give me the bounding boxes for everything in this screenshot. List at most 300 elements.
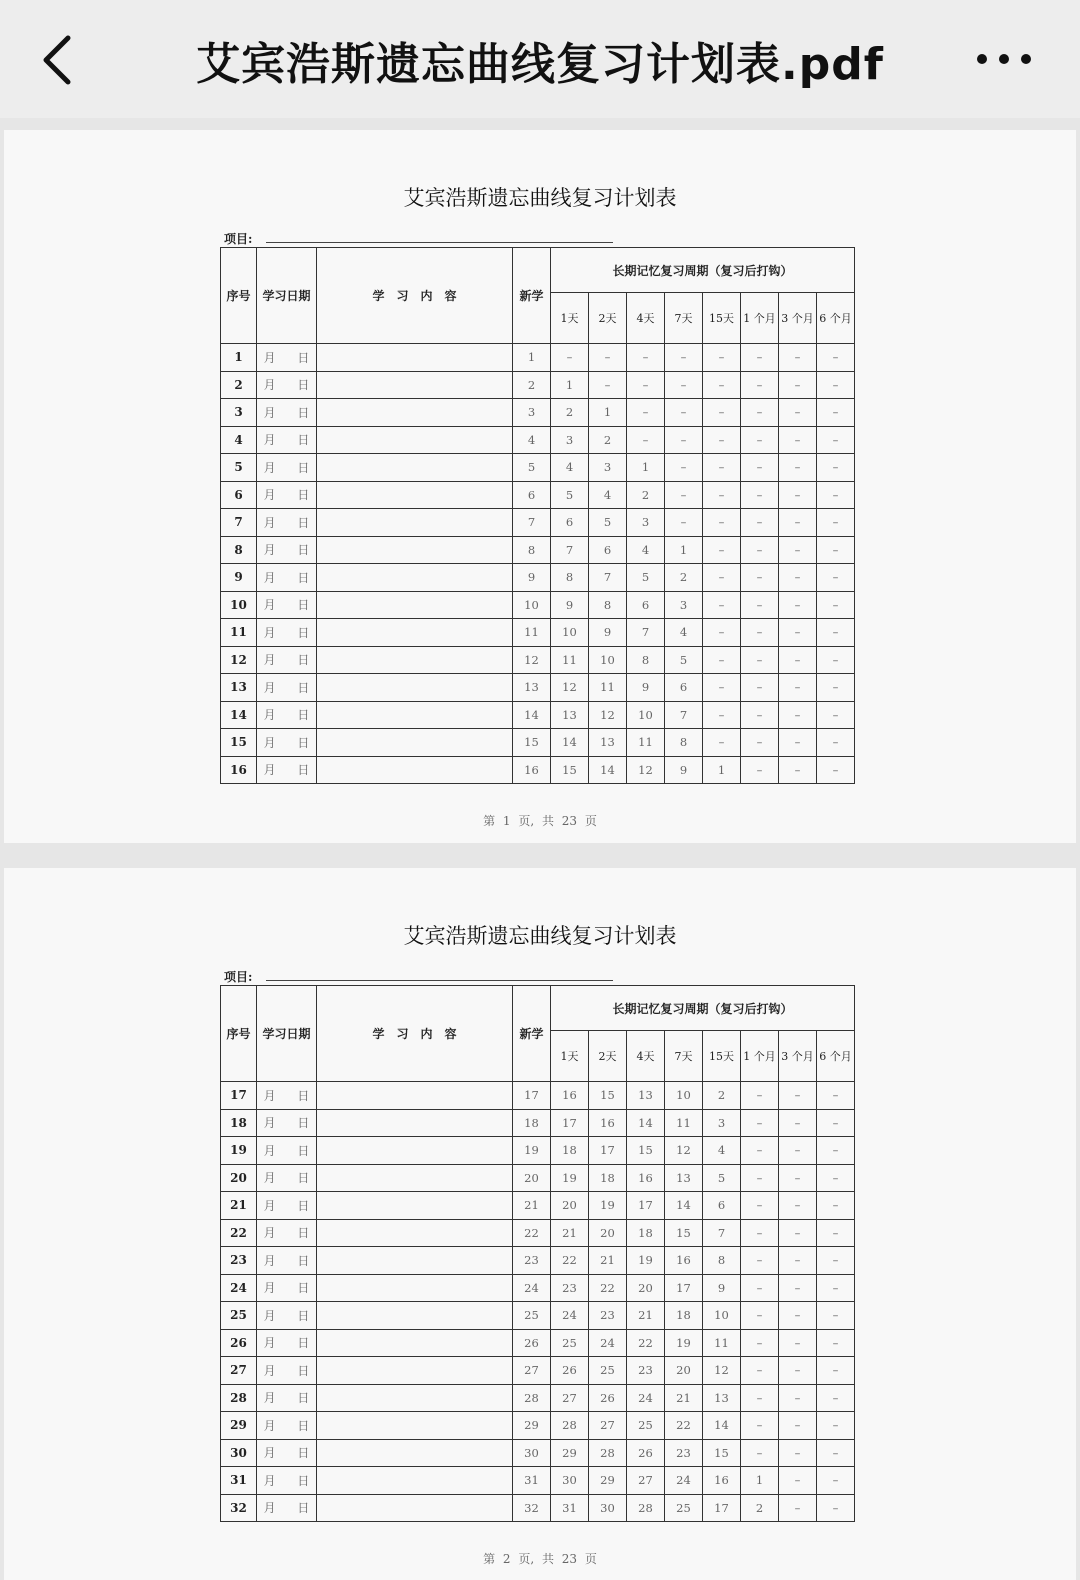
row-seq: 20 bbox=[221, 1164, 257, 1192]
table-row bbox=[221, 481, 855, 509]
row-date: 月 日 bbox=[257, 564, 317, 592]
row-review-cell: 29 bbox=[551, 1439, 589, 1467]
row-content[interactable] bbox=[317, 1192, 513, 1220]
row-new: 18 bbox=[513, 1109, 551, 1137]
row-content[interactable] bbox=[317, 1412, 513, 1440]
row-review-cell: – bbox=[779, 701, 817, 729]
row-review-cell: – bbox=[779, 1164, 817, 1192]
header-date: 学习日期 bbox=[257, 248, 317, 344]
row-date: 月 日 bbox=[257, 1274, 317, 1302]
row-new: 22 bbox=[513, 1219, 551, 1247]
row-review-cell: 11 bbox=[627, 729, 665, 757]
table-row bbox=[221, 729, 855, 757]
row-review-cell: – bbox=[741, 619, 779, 647]
table-row bbox=[221, 1329, 855, 1357]
row-review-cell: – bbox=[741, 454, 779, 482]
table-row bbox=[221, 591, 855, 619]
row-review-cell: 1 bbox=[627, 454, 665, 482]
row-new: 7 bbox=[513, 509, 551, 537]
row-date: 月 日 bbox=[257, 1082, 317, 1110]
row-review-cell: – bbox=[665, 344, 703, 372]
row-review-cell: 27 bbox=[627, 1467, 665, 1495]
row-review-cell: – bbox=[665, 509, 703, 537]
row-review-cell: 14 bbox=[551, 729, 589, 757]
row-content[interactable] bbox=[317, 1357, 513, 1385]
row-review-cell: – bbox=[817, 1109, 855, 1137]
row-new: 26 bbox=[513, 1329, 551, 1357]
row-new: 2 bbox=[513, 371, 551, 399]
row-review-cell: 18 bbox=[665, 1302, 703, 1330]
row-seq: 15 bbox=[221, 729, 257, 757]
header-period: 15天 bbox=[703, 293, 741, 344]
row-new: 6 bbox=[513, 481, 551, 509]
row-review-cell: – bbox=[817, 1329, 855, 1357]
header-period: 7天 bbox=[665, 293, 703, 344]
row-new: 11 bbox=[513, 619, 551, 647]
row-review-cell: 19 bbox=[627, 1247, 665, 1275]
table-row bbox=[221, 1192, 855, 1220]
row-review-cell: – bbox=[741, 1302, 779, 1330]
row-new: 12 bbox=[513, 646, 551, 674]
row-content[interactable] bbox=[317, 1302, 513, 1330]
project-label: 项目: bbox=[224, 232, 253, 246]
row-content[interactable] bbox=[317, 426, 513, 454]
row-review-cell: 15 bbox=[703, 1439, 741, 1467]
row-review-cell: – bbox=[817, 1192, 855, 1220]
row-review-cell: 14 bbox=[589, 756, 627, 784]
row-review-cell: 8 bbox=[665, 729, 703, 757]
row-review-cell: 25 bbox=[627, 1412, 665, 1440]
row-review-cell: – bbox=[741, 1192, 779, 1220]
row-date: 月 日 bbox=[257, 646, 317, 674]
row-review-cell: – bbox=[741, 1082, 779, 1110]
more-options-icon[interactable] bbox=[972, 44, 1042, 74]
row-review-cell: – bbox=[817, 729, 855, 757]
row-content[interactable] bbox=[317, 1329, 513, 1357]
row-review-cell: – bbox=[703, 729, 741, 757]
row-review-cell: – bbox=[741, 1412, 779, 1440]
row-review-cell: 13 bbox=[703, 1384, 741, 1412]
row-review-cell: – bbox=[817, 1412, 855, 1440]
row-review-cell: – bbox=[817, 454, 855, 482]
row-content[interactable] bbox=[317, 1137, 513, 1165]
row-new: 27 bbox=[513, 1357, 551, 1385]
row-seq: 1 bbox=[221, 344, 257, 372]
row-review-cell: 21 bbox=[627, 1302, 665, 1330]
row-review-cell: 1 bbox=[665, 536, 703, 564]
row-review-cell: – bbox=[817, 1082, 855, 1110]
row-review-cell: 9 bbox=[589, 619, 627, 647]
row-review-cell: 10 bbox=[589, 646, 627, 674]
row-review-cell: – bbox=[665, 399, 703, 427]
row-review-cell: – bbox=[703, 481, 741, 509]
table-row bbox=[221, 1219, 855, 1247]
row-date: 月 日 bbox=[257, 399, 317, 427]
row-review-cell: – bbox=[741, 591, 779, 619]
row-review-cell: 6 bbox=[589, 536, 627, 564]
review-plan-table bbox=[220, 247, 855, 784]
row-seq: 14 bbox=[221, 701, 257, 729]
header-period: 15天 bbox=[703, 1031, 741, 1082]
row-review-cell: – bbox=[703, 701, 741, 729]
row-review-cell: – bbox=[779, 1329, 817, 1357]
row-date: 月 日 bbox=[257, 1219, 317, 1247]
row-review-cell: – bbox=[817, 701, 855, 729]
row-review-cell: – bbox=[817, 1137, 855, 1165]
row-review-cell: 6 bbox=[551, 509, 589, 537]
row-content[interactable] bbox=[317, 1384, 513, 1412]
row-seq: 5 bbox=[221, 454, 257, 482]
table-row bbox=[221, 371, 855, 399]
row-new: 24 bbox=[513, 1274, 551, 1302]
row-review-cell: 20 bbox=[551, 1192, 589, 1220]
row-review-cell: – bbox=[703, 564, 741, 592]
row-review-cell: 6 bbox=[627, 591, 665, 619]
row-review-cell: – bbox=[779, 1274, 817, 1302]
row-content[interactable] bbox=[317, 399, 513, 427]
header-period: 3 个月 bbox=[779, 293, 817, 344]
row-new: 10 bbox=[513, 591, 551, 619]
row-review-cell: 3 bbox=[627, 509, 665, 537]
row-seq: 12 bbox=[221, 646, 257, 674]
row-review-cell: – bbox=[779, 646, 817, 674]
row-content[interactable] bbox=[317, 1247, 513, 1275]
row-seq: 17 bbox=[221, 1082, 257, 1110]
row-review-cell: – bbox=[817, 564, 855, 592]
row-content[interactable] bbox=[317, 1439, 513, 1467]
table-row bbox=[221, 619, 855, 647]
row-review-cell: 27 bbox=[551, 1384, 589, 1412]
row-new: 13 bbox=[513, 674, 551, 702]
row-review-cell: 17 bbox=[665, 1274, 703, 1302]
row-review-cell: 14 bbox=[665, 1192, 703, 1220]
row-review-cell: 2 bbox=[627, 481, 665, 509]
row-review-cell: – bbox=[551, 344, 589, 372]
row-review-cell: 28 bbox=[551, 1412, 589, 1440]
row-review-cell: – bbox=[779, 729, 817, 757]
row-review-cell: – bbox=[703, 344, 741, 372]
row-review-cell: – bbox=[779, 1192, 817, 1220]
row-review-cell: 14 bbox=[627, 1109, 665, 1137]
row-review-cell: – bbox=[741, 399, 779, 427]
row-review-cell: 21 bbox=[589, 1247, 627, 1275]
row-review-cell: 20 bbox=[665, 1357, 703, 1385]
row-review-cell: 22 bbox=[665, 1412, 703, 1440]
row-review-cell: 19 bbox=[589, 1192, 627, 1220]
row-content[interactable] bbox=[317, 619, 513, 647]
row-review-cell: – bbox=[741, 701, 779, 729]
row-review-cell: – bbox=[703, 646, 741, 674]
row-review-cell: – bbox=[779, 1137, 817, 1165]
row-new: 20 bbox=[513, 1164, 551, 1192]
row-review-cell: – bbox=[817, 481, 855, 509]
row-review-cell: – bbox=[741, 674, 779, 702]
row-review-cell: – bbox=[779, 426, 817, 454]
row-date: 月 日 bbox=[257, 1329, 317, 1357]
table-row bbox=[221, 674, 855, 702]
row-new: 8 bbox=[513, 536, 551, 564]
row-review-cell: – bbox=[741, 646, 779, 674]
row-new: 21 bbox=[513, 1192, 551, 1220]
pdf-page-2 bbox=[4, 868, 1076, 1580]
row-review-cell: – bbox=[627, 399, 665, 427]
row-review-cell: 11 bbox=[551, 646, 589, 674]
row-review-cell: 8 bbox=[627, 646, 665, 674]
row-review-cell: 13 bbox=[665, 1164, 703, 1192]
row-content[interactable] bbox=[317, 1109, 513, 1137]
top-app-bar bbox=[0, 0, 1080, 118]
row-seq: 26 bbox=[221, 1329, 257, 1357]
row-content[interactable] bbox=[317, 509, 513, 537]
table-row bbox=[221, 1109, 855, 1137]
row-content[interactable] bbox=[317, 1274, 513, 1302]
row-review-cell: 29 bbox=[589, 1467, 627, 1495]
row-review-cell: 24 bbox=[589, 1329, 627, 1357]
row-review-cell: 2 bbox=[741, 1494, 779, 1522]
row-review-cell: 1 bbox=[589, 399, 627, 427]
row-review-cell: 19 bbox=[551, 1164, 589, 1192]
row-new: 31 bbox=[513, 1467, 551, 1495]
row-review-cell: 5 bbox=[703, 1164, 741, 1192]
pdf-page-1 bbox=[4, 130, 1076, 843]
row-review-cell: 16 bbox=[703, 1467, 741, 1495]
row-seq: 7 bbox=[221, 509, 257, 537]
row-date: 月 日 bbox=[257, 1357, 317, 1385]
row-new: 32 bbox=[513, 1494, 551, 1522]
row-review-cell: – bbox=[817, 1164, 855, 1192]
row-new: 16 bbox=[513, 756, 551, 784]
row-content[interactable] bbox=[317, 701, 513, 729]
row-review-cell: – bbox=[703, 674, 741, 702]
row-review-cell: – bbox=[703, 454, 741, 482]
row-content[interactable] bbox=[317, 646, 513, 674]
header-period: 7天 bbox=[665, 1031, 703, 1082]
row-date: 月 日 bbox=[257, 1247, 317, 1275]
row-review-cell: 4 bbox=[551, 454, 589, 482]
row-review-cell: 14 bbox=[703, 1412, 741, 1440]
row-review-cell: 26 bbox=[627, 1439, 665, 1467]
row-review-cell: – bbox=[817, 646, 855, 674]
row-date: 月 日 bbox=[257, 426, 317, 454]
header-review-group: 长期记忆复习周期（复习后打钩） bbox=[551, 248, 855, 293]
row-seq: 13 bbox=[221, 674, 257, 702]
row-review-cell: – bbox=[665, 481, 703, 509]
row-review-cell: 2 bbox=[703, 1082, 741, 1110]
row-seq: 3 bbox=[221, 399, 257, 427]
header-period: 1天 bbox=[551, 293, 589, 344]
row-content[interactable] bbox=[317, 1494, 513, 1522]
row-review-cell: – bbox=[779, 536, 817, 564]
row-review-cell: 7 bbox=[703, 1219, 741, 1247]
row-content[interactable] bbox=[317, 729, 513, 757]
row-review-cell: 7 bbox=[551, 536, 589, 564]
row-review-cell: – bbox=[779, 756, 817, 784]
row-content[interactable] bbox=[317, 674, 513, 702]
row-content[interactable] bbox=[317, 756, 513, 784]
row-content[interactable] bbox=[317, 1219, 513, 1247]
row-seq: 31 bbox=[221, 1467, 257, 1495]
row-review-cell: – bbox=[779, 674, 817, 702]
row-review-cell: 9 bbox=[703, 1274, 741, 1302]
row-review-cell: – bbox=[817, 1439, 855, 1467]
row-review-cell: 23 bbox=[551, 1274, 589, 1302]
row-content[interactable] bbox=[317, 371, 513, 399]
row-review-cell: – bbox=[779, 591, 817, 619]
row-review-cell: – bbox=[817, 344, 855, 372]
row-date: 月 日 bbox=[257, 1494, 317, 1522]
table-row bbox=[221, 646, 855, 674]
row-review-cell: – bbox=[779, 344, 817, 372]
row-content[interactable] bbox=[317, 1082, 513, 1110]
row-content[interactable] bbox=[317, 454, 513, 482]
row-review-cell: – bbox=[817, 371, 855, 399]
header-period: 4天 bbox=[627, 1031, 665, 1082]
row-review-cell: – bbox=[817, 1494, 855, 1522]
row-content[interactable] bbox=[317, 591, 513, 619]
row-review-cell: 24 bbox=[665, 1467, 703, 1495]
header-period: 4天 bbox=[627, 293, 665, 344]
row-review-cell: 25 bbox=[551, 1329, 589, 1357]
header-content: 学 习 内 容 bbox=[317, 986, 513, 1082]
row-review-cell: – bbox=[703, 371, 741, 399]
row-review-cell: – bbox=[665, 454, 703, 482]
row-content[interactable] bbox=[317, 1164, 513, 1192]
row-review-cell: 18 bbox=[589, 1164, 627, 1192]
header-new: 新学 bbox=[513, 248, 551, 344]
row-review-cell: – bbox=[741, 1384, 779, 1412]
row-new: 25 bbox=[513, 1302, 551, 1330]
row-seq: 8 bbox=[221, 536, 257, 564]
row-review-cell: 15 bbox=[551, 756, 589, 784]
row-seq: 23 bbox=[221, 1247, 257, 1275]
row-date: 月 日 bbox=[257, 509, 317, 537]
row-review-cell: – bbox=[779, 619, 817, 647]
row-seq: 10 bbox=[221, 591, 257, 619]
row-content[interactable] bbox=[317, 344, 513, 372]
row-review-cell: 3 bbox=[703, 1109, 741, 1137]
row-review-cell: 8 bbox=[551, 564, 589, 592]
row-content[interactable] bbox=[317, 481, 513, 509]
sheet-title: 艾宾浩斯遗忘曲线复习计划表 bbox=[403, 924, 677, 948]
row-review-cell: – bbox=[817, 1384, 855, 1412]
row-date: 月 日 bbox=[257, 1439, 317, 1467]
row-review-cell: 28 bbox=[589, 1439, 627, 1467]
row-review-cell: 24 bbox=[551, 1302, 589, 1330]
header-period: 1天 bbox=[551, 1031, 589, 1082]
row-review-cell: 13 bbox=[627, 1082, 665, 1110]
table-row bbox=[221, 564, 855, 592]
row-review-cell: 23 bbox=[627, 1357, 665, 1385]
row-review-cell: 23 bbox=[665, 1439, 703, 1467]
row-new: 28 bbox=[513, 1384, 551, 1412]
header-period: 6 个月 bbox=[817, 293, 855, 344]
row-review-cell: 31 bbox=[551, 1494, 589, 1522]
row-review-cell: 7 bbox=[627, 619, 665, 647]
row-review-cell: – bbox=[817, 1247, 855, 1275]
row-date: 月 日 bbox=[257, 1109, 317, 1137]
row-date: 月 日 bbox=[257, 1137, 317, 1165]
row-new: 29 bbox=[513, 1412, 551, 1440]
review-plan-table bbox=[220, 985, 855, 1522]
row-date: 月 日 bbox=[257, 591, 317, 619]
row-seq: 19 bbox=[221, 1137, 257, 1165]
row-new: 30 bbox=[513, 1439, 551, 1467]
row-review-cell: 9 bbox=[551, 591, 589, 619]
row-review-cell: – bbox=[703, 399, 741, 427]
row-review-cell: 6 bbox=[665, 674, 703, 702]
table-row bbox=[221, 1247, 855, 1275]
row-date: 月 日 bbox=[257, 454, 317, 482]
row-review-cell: 8 bbox=[589, 591, 627, 619]
row-content[interactable] bbox=[317, 536, 513, 564]
row-review-cell: 5 bbox=[665, 646, 703, 674]
header-new: 新学 bbox=[513, 986, 551, 1082]
row-date: 月 日 bbox=[257, 536, 317, 564]
row-review-cell: 10 bbox=[665, 1082, 703, 1110]
row-review-cell: 24 bbox=[627, 1384, 665, 1412]
table-row bbox=[221, 1357, 855, 1385]
table-row bbox=[221, 509, 855, 537]
row-content[interactable] bbox=[317, 1467, 513, 1495]
row-review-cell: 16 bbox=[589, 1109, 627, 1137]
row-review-cell: 5 bbox=[551, 481, 589, 509]
row-review-cell: – bbox=[779, 564, 817, 592]
row-date: 月 日 bbox=[257, 701, 317, 729]
row-review-cell: – bbox=[779, 481, 817, 509]
row-review-cell: – bbox=[817, 536, 855, 564]
row-review-cell: – bbox=[703, 426, 741, 454]
row-new: 1 bbox=[513, 344, 551, 372]
row-review-cell: – bbox=[817, 1274, 855, 1302]
row-review-cell: 12 bbox=[551, 674, 589, 702]
row-review-cell: 10 bbox=[551, 619, 589, 647]
row-review-cell: 4 bbox=[627, 536, 665, 564]
back-arrow-icon[interactable] bbox=[30, 30, 90, 90]
row-review-cell: – bbox=[779, 509, 817, 537]
table-row bbox=[221, 1412, 855, 1440]
row-review-cell: 15 bbox=[665, 1219, 703, 1247]
row-review-cell: 1 bbox=[703, 756, 741, 784]
row-review-cell: 13 bbox=[589, 729, 627, 757]
header-content: 学 习 内 容 bbox=[317, 248, 513, 344]
row-date: 月 日 bbox=[257, 344, 317, 372]
row-seq: 2 bbox=[221, 371, 257, 399]
row-review-cell: 15 bbox=[589, 1082, 627, 1110]
row-review-cell: – bbox=[741, 1137, 779, 1165]
row-review-cell: 25 bbox=[589, 1357, 627, 1385]
row-review-cell: – bbox=[779, 1467, 817, 1495]
row-new: 19 bbox=[513, 1137, 551, 1165]
row-review-cell: 12 bbox=[703, 1357, 741, 1385]
row-review-cell: – bbox=[817, 619, 855, 647]
row-review-cell: 17 bbox=[589, 1137, 627, 1165]
row-review-cell: – bbox=[741, 426, 779, 454]
row-new: 14 bbox=[513, 701, 551, 729]
row-new: 15 bbox=[513, 729, 551, 757]
row-date: 月 日 bbox=[257, 1412, 317, 1440]
row-review-cell: 10 bbox=[703, 1302, 741, 1330]
header-period: 1 个月 bbox=[741, 1031, 779, 1082]
sheet-title: 艾宾浩斯遗忘曲线复习计划表 bbox=[403, 186, 677, 210]
row-content[interactable] bbox=[317, 564, 513, 592]
row-review-cell: 21 bbox=[665, 1384, 703, 1412]
row-new: 3 bbox=[513, 399, 551, 427]
row-review-cell: – bbox=[779, 1439, 817, 1467]
row-review-cell: – bbox=[589, 371, 627, 399]
row-review-cell: 4 bbox=[703, 1137, 741, 1165]
row-new: 17 bbox=[513, 1082, 551, 1110]
row-review-cell: 3 bbox=[551, 426, 589, 454]
